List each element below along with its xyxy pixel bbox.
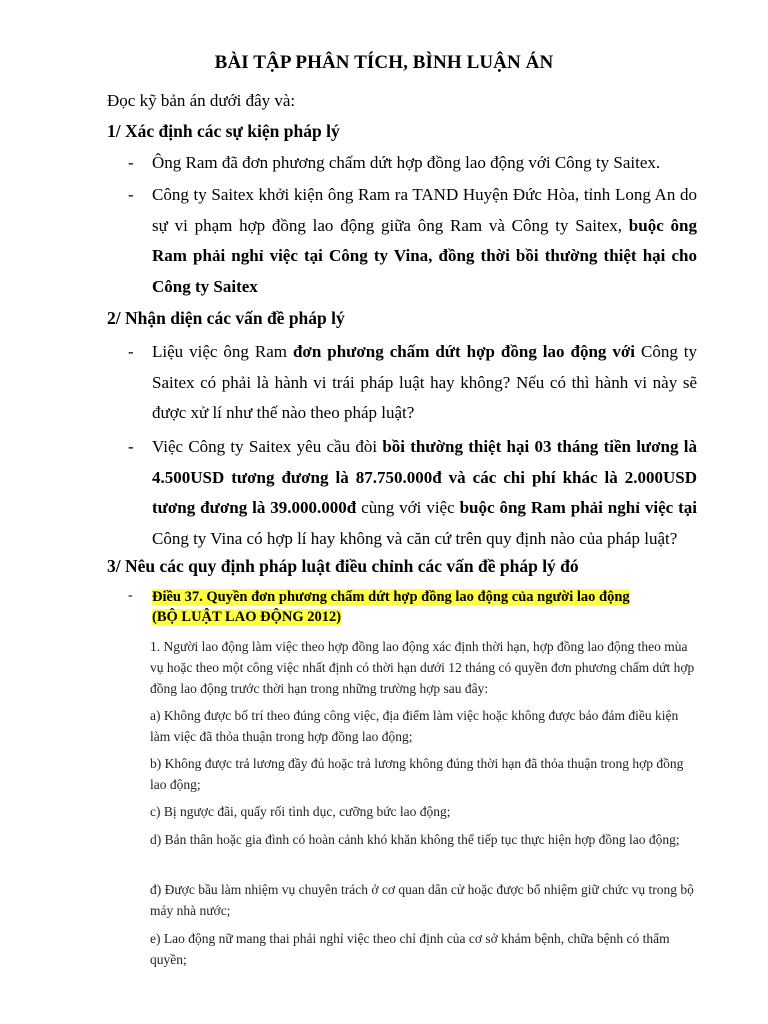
law-article-heading <box>152 587 630 627</box>
bold-text-run: đơn phương chấm dứt hợp đồng lao động với <box>292 342 636 361</box>
section-3-heading: 3/ Nêu các quy định pháp luật điều chỉnh các vấn đề pháp lý đó <box>107 556 579 576</box>
document-title: BÀI TẬP PHÂN TÍCH, BÌNH LUẬN ÁN <box>214 52 554 73</box>
section-2-heading: 2/ Nhận diện các vấn đề pháp lý <box>107 308 345 328</box>
law-paragraph-dd: đ) Được bầu làm nhiệm vụ chuyên trách ở cơ quan dân cử hoặc được bổ nhiệm giữ chức vụ trong bộ máy nhà nước; <box>150 882 694 918</box>
bold-text-run: buộc ông Ram phải nghỉ việc tại <box>459 498 698 517</box>
law-paragraph-c: c) Bị ngược đãi, quấy rối tình dục, cưỡng bức lao động; <box>150 804 451 819</box>
bold-text-run: buộc ông Ram phải nghỉ việc tại Công ty Vina, đồng thời bồi thường thiệt hại cho Công ty Saitex <box>152 215 697 296</box>
text-run: Công ty Saitex có phải là hành vi trái pháp luật hay không? Nếu có thì hành vi này sẽ được xử lí như thế nào theo pháp luật? <box>152 342 698 422</box>
law-code-name: (BỘ LUẬT LAO ĐỘNG 2012) <box>152 609 342 625</box>
section-1-item-2-bullet: - <box>128 185 134 204</box>
text-run: Việc Công ty Saitex yêu cầu đòi <box>152 437 383 456</box>
law-article-title: Điều 37. Quyền đơn phương chấm dứt hợp đồng lao động của người lao động <box>152 589 630 605</box>
intro-text: Đọc kỹ bản án dưới đây và: <box>107 91 296 110</box>
text-run: Công ty Saitex khởi kiện ông Ram ra TAND Huyện Đức Hòa, tỉnh Long An do sự vi phạm hợp đồng lao động giữa ông Ram và Công ty Saitex, <box>152 185 697 235</box>
text-run: cùng với việc <box>356 498 460 517</box>
section-2-item-2-bullet: - <box>128 437 134 456</box>
section-2-item-1 <box>152 337 697 429</box>
text-run: Ông Ram đã đơn phương chấm dứt hợp đồng lao động với Công ty Saitex. <box>152 153 661 172</box>
section-1-heading: 1/ Xác định các sự kiện pháp lý <box>107 121 340 141</box>
section-2-item-1-bullet: - <box>128 342 134 361</box>
section-1-item-1-bullet: - <box>128 153 134 172</box>
law-paragraph-d: d) Bản thân hoặc gia đình có hoàn cảnh khó khăn không thể tiếp tục thực hiện hợp đồng lao động; <box>150 832 680 847</box>
section-3-item-bullet: - <box>128 588 133 603</box>
bold-text-run: bồi thường thiệt hại 03 tháng tiền lương là 4.500USD tương đương là 87.750.000đ và các chi phí khác là 2.000USD tương đương là 39.000.000đ <box>152 437 697 517</box>
law-paragraph-b: b) Không được trả lương đầy đủ hoặc trả lương không đúng thời hạn đã thỏa thuận trong hợp đồng lao động; <box>150 756 684 792</box>
law-paragraph-1: 1. Người lao động làm việc theo hợp đồng lao động xác định thời hạn, hợp đồng lao động theo mùa vụ hoặc theo một công việc nhất định có thời hạn dưới 12 tháng có quyền đơn phương chấm dứt hợp đồng lao động trước thời hạn trong những trường hợp sau đây: <box>150 639 695 696</box>
text-run: Liệu việc ông Ram <box>152 342 293 361</box>
section-2-item-2 <box>152 432 697 554</box>
section-1-item-2 <box>152 180 697 302</box>
law-paragraph-a: a) Không được bố trí theo đúng công việc, địa điểm làm việc hoặc không được bảo đảm điều kiện làm việc đã thỏa thuận trong hợp đồng lao động; <box>150 708 679 744</box>
law-paragraph-e: e) Lao động nữ mang thai phải nghỉ việc theo chỉ định của cơ sở khám bệnh, chữa bệnh có thẩm quyền; <box>150 931 670 967</box>
section-1-item-1 <box>152 148 697 179</box>
text-run: Công ty Vina có hợp lí hay không và căn cứ trên quy định nào của pháp luật? <box>152 528 678 548</box>
